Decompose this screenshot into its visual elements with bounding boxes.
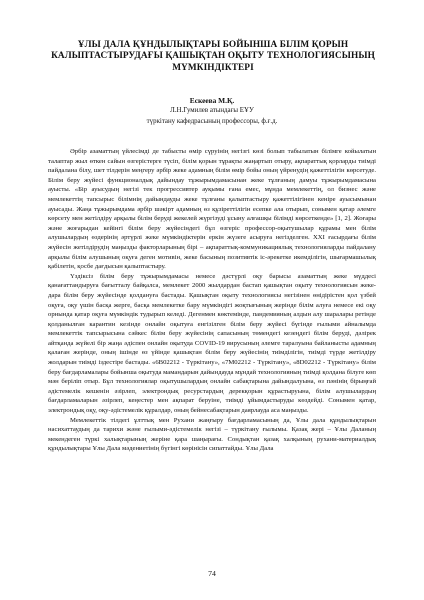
article-body (48, 147, 376, 454)
author-name: Ескеева М.Қ. (189, 96, 235, 105)
affiliation-university: Л.Н.Гумилев атындағы ЕҰУ (170, 107, 254, 114)
page-number: 74 (208, 569, 216, 578)
title-line-2: КАЛЫПТАСТЫРУДАҒЫ ҚАШЫҚТАН ОҚЫТУ ТЕХНОЛОГИЯСЫНЫҢ (51, 51, 375, 62)
paper-title (40, 40, 386, 74)
body-paragraph-3: Мемлекеттік тілдегі ұлттық мен Рухани жаңғыру бағдарламасының да, Ұлы дала құндылықтарын насихаттаудың да тарихи және ғылыми-әдістемелік негізі – түркітану ғылымы. Қазақ жері – Ұлы Даланың мекендеген түркі халықтарының жеріне қара шаңырағы. Сондықтан қазақ халқының рухани-материалдық құндылықтары Ұлы Дала мәдениетінің бүгінгі көрінісін сипаттайды. Ұлы Дала (48, 416, 376, 453)
title-line-1: ҰЛЫ ДАЛА ҚҰНДЫЛЫҚТАРЫ БОЙЫНША БІЛІМ ҚОРЫН (77, 40, 349, 50)
title-line-3: МҮМКІНДІКТЕРІ (172, 62, 254, 73)
body-paragraph-1: Әрбір азаматтың үйлесімді де табысты өмір сүруінің негізгі көзі болып табылатын білімге койылатын талаптар жыл өткен сайын өзгерістерге түсіп, білім қорын тұрақты жаңартып отыру, ақпараттық қорларды тиімді пайдалана білу, шет тілдерін меңгеру әрбір жеке адамның білім өмір бойы оның үйренудің қажеттілігін көрсетуде. Білім беру жүйесі функционалдық дайындау тұжырымдамасынан жеке тұлғаның дамуы тұжырымдамасына ауысты. «Бір ауысудың негізі тек прогрессивтер ауқымы ғана емес, мұнда мемлекеттің, ол бизнес және мемлекеттің тапсырыс білімнің дайындауды жеке тұлғаны қалыптастыру қажеттілігінен кенiре ауысымынан ауысады. Жаңа тұжырымдама әрбір шәкірт адамның өз құзіреттілігін есепке ала отырып, сонымен қатар әлемге көрсету мен жетілдіру арқылы білім беруді жекелей жүргізуді ұсыну алғашқы білімді көрсеткенде» [1, 2]. Жоғары және жоғарыдан кейінгі білім беру жүйесіндегі бұл өзгеріс профессор-оқытушылар құрамы мен білім алушылардың өздерінің әртүрлі жеке мүмкіндіктерін еркін жүзеге асыруға негізделген. XXI ғасырдағы білім жүйесін жетілдірудің маңызды факторларының бірі – ақпараттық-коммуникациялық технологияларды пайдалану арқылы білім алушының оқуға деген мотивін, жеке басының позитивтік іс-әрекетке икемділігін, шығармашылық қабілетін, қосбе дағдысын қалыптастыру. (48, 148, 376, 271)
affiliation-position: түркітану кафедрасының профессоры, ф.ғ.д. (146, 118, 278, 125)
body-paragraph-2: Үздіксіз білім беру тұжырымдамасы немесе дәстүрлі оқу барысы азаматтың жеке мүддесі қанағаттандыруға бағытталу байқалса, мемлекет 2000 жылдардан бастап қашықтан оқыту технологиясын жеке-дара білім беру жүйесінде қолдануға бастады. Қашықтан оқыту технологиясы негізінен өнідірістен қол үзбей оқуға, оқу үшін басқа жерге, басқа мемлекетке бару мүмкіндігі жоқтығының жерінде білім алуға немесе екі оқу орнында қатар оқуға мүмкіндік тудырып келеді. Дегенмен көктемінде, пандемияның алдын алу шаралары ретінде қолданылған карантин кезінде онлайн оқытуға енгізілген білім беру жүйесі бүгінде ғылыми айналымда мемлекеттік тапсырысына сәйкес білім беру жүйесінің сапасының төмендегі кезеңдегі білім беруді, дәлірек айтқанда жүйелі бір жаңа әдіспен онлайн оқытуда COVID-19 вирусының әлемге таралуына байланысты адамның қалаған жерінде, оның ішінде өз үйінде қашықтан білім беру жүйесінің тиімділігін, тиімді түрде жетілдіру жолдарын тиімді іздестіре бастады. «6B02212 - Түркітану», «7M02212 - Түркітану», «8D02212 - Түркітану» білім беру бағдарламалары бойынша оқытуда мамандарын дайындауда мұндай технологияның тиімді қолдана білуге көп мән беріліп отыр. Бұл технологиялар оқытушылардың онлайн сабақтарына дайындалуына, өз пәнінің бірыңғай әдістемелік кешенін әзірлеп, электрондық ресурстардың дерекқорын құрастыруына, білім алушылардың бағдарламаларын әзірлеп, кеңестер мен ақпарат беруіне, тиімді ұйымдастыруды көздейді. Сонымен қатар, электрондық оқу, оқу-әдістемелік құралдар, оның бейнесабақтарын даярлауда аса маңызды. (48, 272, 376, 415)
